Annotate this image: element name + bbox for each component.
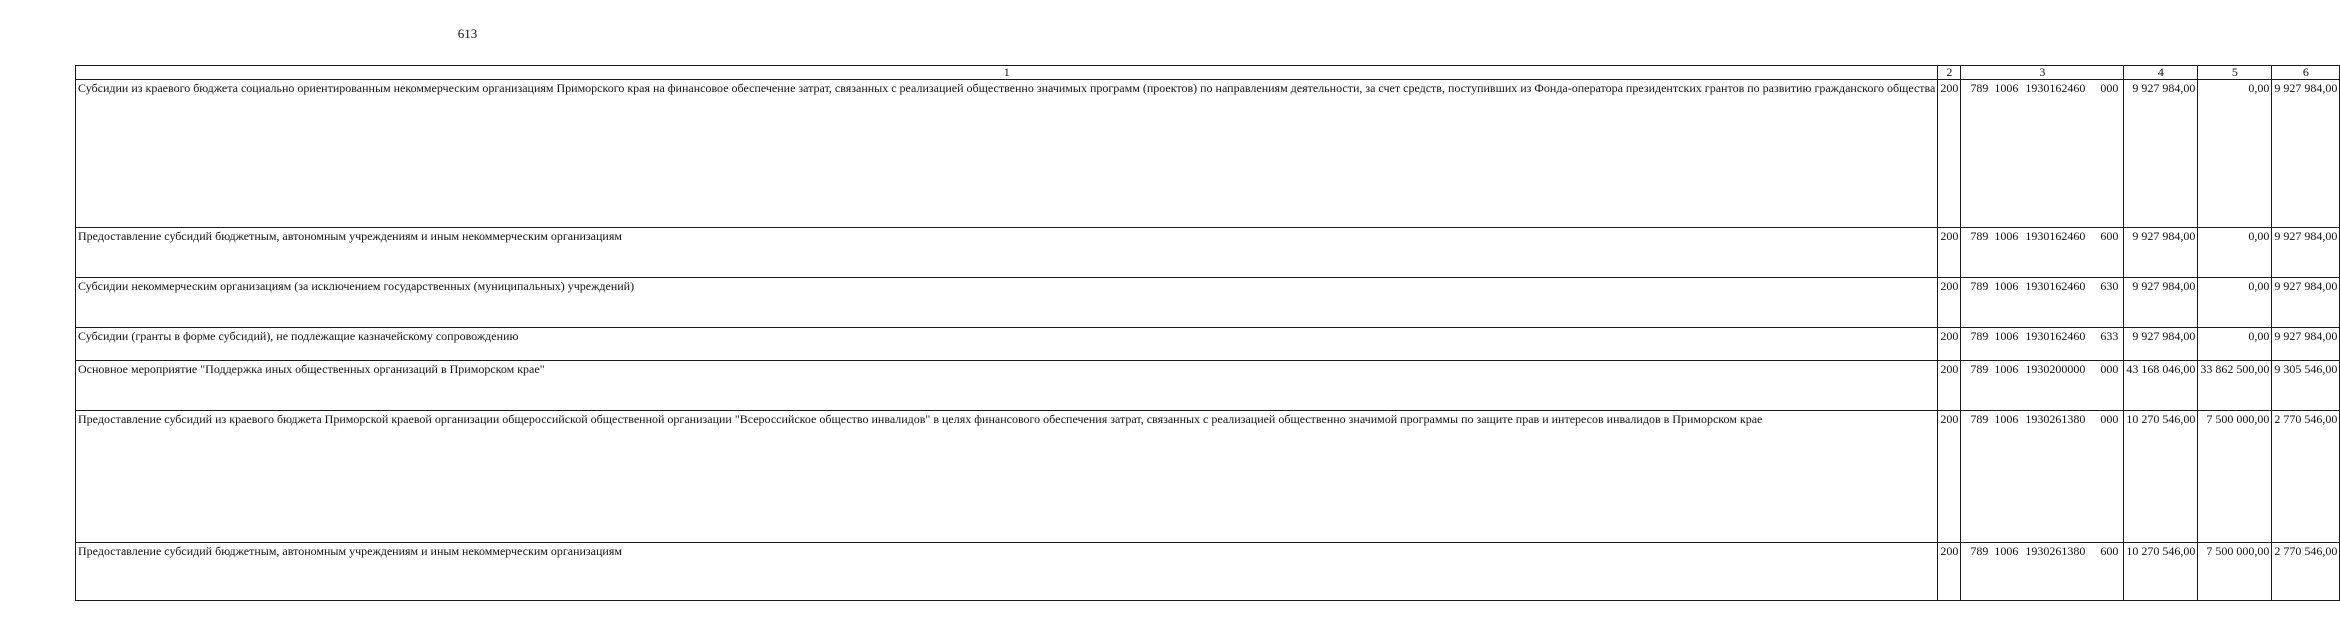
amount-col4-cell: 9 927 984,00 <box>2124 328 2198 361</box>
table-row <box>76 543 2340 601</box>
table-row <box>76 278 2340 328</box>
header-row <box>76 66 2340 80</box>
amount-col6-cell: 9 927 984,00 <box>2272 228 2340 278</box>
table-row <box>76 411 2340 543</box>
amount-col5-cell: 7 500 000,00 <box>2198 543 2272 601</box>
column-header-5: 5 <box>2198 66 2272 80</box>
amount-col6-cell: 9 927 984,00 <box>2272 80 2340 228</box>
amount-col6-cell: 2 770 546,00 <box>2272 411 2340 543</box>
budget-code-cell <box>1961 228 2124 278</box>
code-section-cell: 200 <box>1938 278 1961 328</box>
code-section-cell: 200 <box>1938 411 1961 543</box>
amount-col4-cell: 43 168 046,00 <box>2124 361 2198 411</box>
code-section-cell: 200 <box>1938 361 1961 411</box>
amount-col4-cell: 10 270 546,00 <box>2124 411 2198 543</box>
amount-col5-cell: 0,00 <box>2198 228 2272 278</box>
item-name-cell: Субсидии из краевого бюджета социально ориентированным некоммерческим организациям Приморского края на финансовое обеспечение затрат, связанных с реализацией общественно значимых программ (проектов) по направлениям деятельности, за счет средств, поступивших из Фонда-оператора президентских грантов по развитию гражданского общества <box>76 80 1938 228</box>
amount-col4-cell: 9 927 984,00 <box>2124 80 2198 228</box>
amount-col6-cell: 9 927 984,00 <box>2272 278 2340 328</box>
amount-col6-cell: 2 770 546,00 <box>2272 543 2340 601</box>
amount-col4-cell: 9 927 984,00 <box>2124 278 2198 328</box>
code-target-article: 1930261380 <box>2025 544 2086 558</box>
code-subsection: 1006 <box>1994 412 2019 426</box>
column-header-3: 3 <box>1961 66 2124 80</box>
code-subsection: 1006 <box>1994 362 2019 376</box>
column-header-2: 2 <box>1938 66 1961 80</box>
page-number: 613 <box>457 26 478 41</box>
item-name-cell: Субсидии (гранты в форме субсидий), не подлежащие казначейскому сопровождению <box>76 328 1938 361</box>
code-expense-type: 600 <box>2100 544 2119 558</box>
budget-code-cell <box>1961 543 2124 601</box>
code-ministry: 789 <box>1970 229 1989 243</box>
code-subsection: 1006 <box>1994 229 2019 243</box>
item-name-cell: Предоставление субсидий бюджетным, автономным учреждениям и иным некоммерческим организациям <box>76 543 1938 601</box>
amount-col5-cell: 7 500 000,00 <box>2198 411 2272 543</box>
amount-col5-cell: 0,00 <box>2198 80 2272 228</box>
code-target-article: 1930261380 <box>2025 412 2086 426</box>
item-name-cell: Основное мероприятие "Поддержка иных общественных организаций в Приморском крае" <box>76 361 1938 411</box>
table-row <box>76 80 2340 228</box>
column-header-4: 4 <box>2124 66 2198 80</box>
item-name-cell: Предоставление субсидий из краевого бюджета Приморской краевой организации общероссийской общественной организации "Всероссийское общество инвалидов" в целях финансового обеспечения затрат, связанных с реализацией общественно значимой программы по защите прав и интересов инвалидов в Приморском крае <box>76 411 1938 543</box>
code-target-article: 1930162460 <box>2025 279 2086 293</box>
code-expense-type: 000 <box>2100 412 2119 426</box>
table-row <box>76 361 2340 411</box>
budget-code-cell <box>1961 80 2124 228</box>
amount-col5-cell: 0,00 <box>2198 278 2272 328</box>
code-ministry: 789 <box>1970 544 1989 558</box>
amount-col6-cell: 9 927 984,00 <box>2272 328 2340 361</box>
code-target-article: 1930162460 <box>2025 329 2086 343</box>
column-header-6: 6 <box>2272 66 2340 80</box>
budget-code-cell <box>1961 278 2124 328</box>
item-name-cell: Предоставление субсидий бюджетным, автономным учреждениям и иным некоммерческим организациям <box>76 228 1938 278</box>
code-target-article: 1930200000 <box>2025 362 2086 376</box>
code-target-article: 1930162460 <box>2025 229 2086 243</box>
budget-table <box>75 65 2340 601</box>
budget-code-cell <box>1961 361 2124 411</box>
budget-code-cell <box>1961 328 2124 361</box>
amount-col6-cell: 9 305 546,00 <box>2272 361 2340 411</box>
code-ministry: 789 <box>1970 329 1989 343</box>
code-expense-type: 630 <box>2100 279 2119 293</box>
amount-col5-cell: 0,00 <box>2198 328 2272 361</box>
code-section-cell: 200 <box>1938 228 1961 278</box>
code-ministry: 789 <box>1970 362 1989 376</box>
amount-col4-cell: 10 270 546,00 <box>2124 543 2198 601</box>
code-section-cell: 200 <box>1938 80 1961 228</box>
table-row <box>76 228 2340 278</box>
code-expense-type: 000 <box>2100 81 2119 95</box>
code-ministry: 789 <box>1970 412 1989 426</box>
code-section-cell: 200 <box>1938 543 1961 601</box>
code-ministry: 789 <box>1970 279 1989 293</box>
code-subsection: 1006 <box>1994 81 2019 95</box>
code-subsection: 1006 <box>1994 544 2019 558</box>
table-row <box>76 328 2340 361</box>
amount-col4-cell: 9 927 984,00 <box>2124 228 2198 278</box>
item-name-cell: Субсидии некоммерческим организациям (за исключением государственных (муниципальных) учреждений) <box>76 278 1938 328</box>
code-expense-type: 633 <box>2100 329 2119 343</box>
code-expense-type: 000 <box>2100 362 2119 376</box>
budget-code-cell <box>1961 411 2124 543</box>
amount-col5-cell: 33 862 500,00 <box>2198 361 2272 411</box>
code-subsection: 1006 <box>1994 279 2019 293</box>
code-subsection: 1006 <box>1994 329 2019 343</box>
code-expense-type: 600 <box>2100 229 2119 243</box>
column-header-1: 1 <box>76 66 1938 80</box>
code-target-article: 1930162460 <box>2025 81 2086 95</box>
code-section-cell: 200 <box>1938 328 1961 361</box>
code-ministry: 789 <box>1970 81 1989 95</box>
